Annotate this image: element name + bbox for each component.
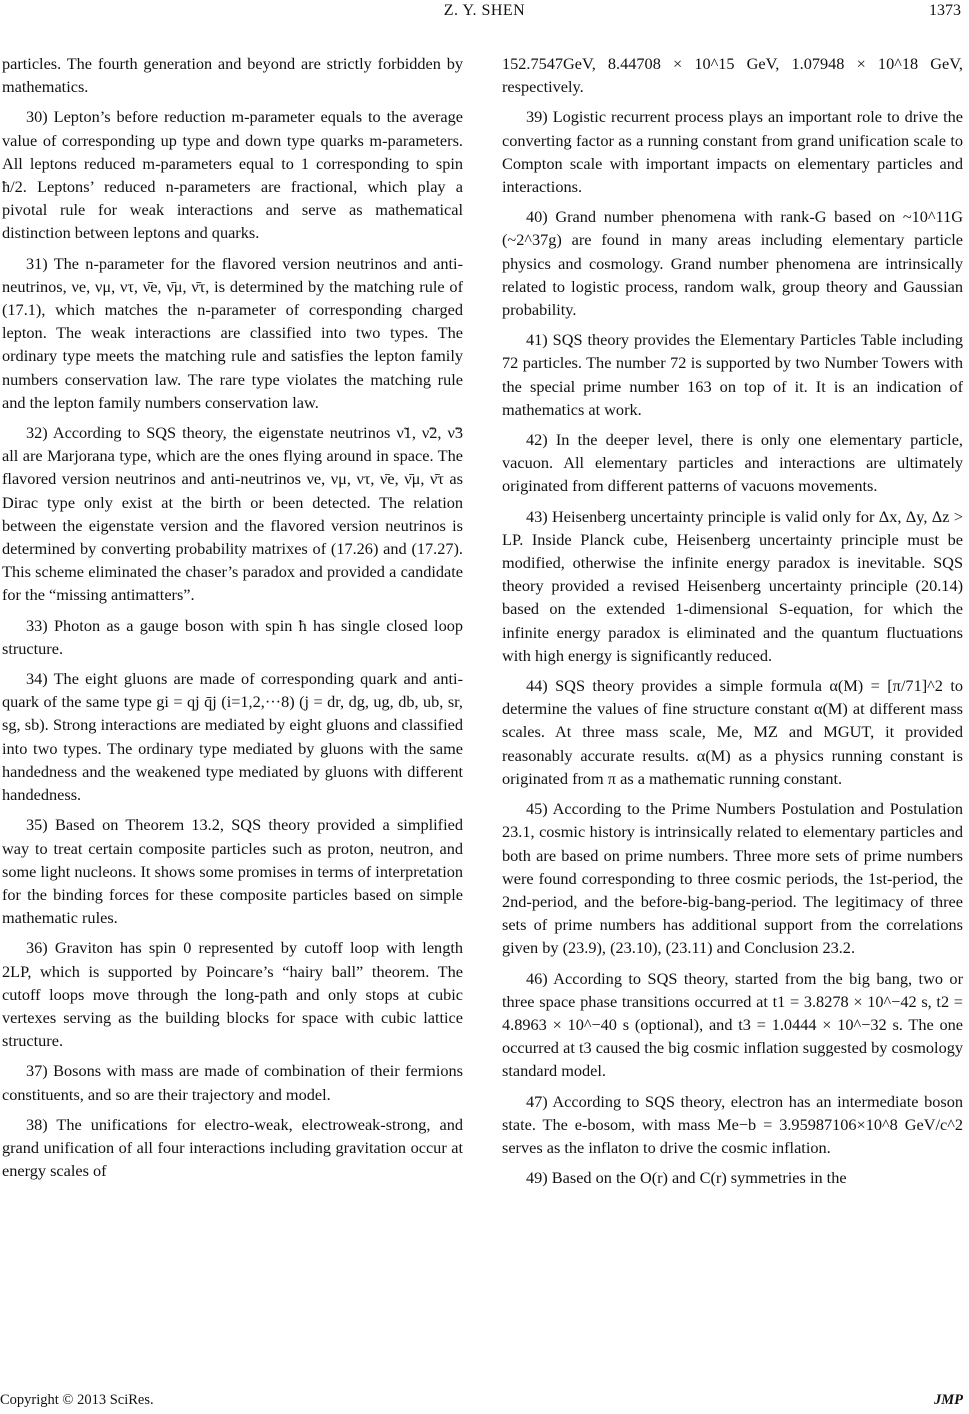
paragraph-34: 34) The eight gluons are made of corresponding quark and anti-quark of the same type gi = qj q̄j (i=1,2,···8) (j = dr, dg, ug, db, ub, sr, sg, sb). Strong interactions are mediated by eight gluons and classified into two types. The ordinary type mediated by gluons with the same handedness and the weakened type mediated by gluons with different handedness. <box>2 669 463 805</box>
paragraph-45: 45) According to the Prime Numbers Postulation and Postulation 23.1, cosmic history is intrinsically related to elementary particles and both are based on prime numbers. Three more sets of prime numbers were found corresponding to three cosmic periods, the 1st-period, the 2nd-period, and the before-big-bang-period. The legitimacy of three sets of prime numbers has additional support from the correlations given by (23.9), (23.10), (23.11) and Conclusion 23.2. <box>502 799 963 958</box>
paragraph-31: 31) The n-parameter for the flavored version neutrinos and anti-neutrinos, νe, νμ, ντ, ν̄e, ν̄μ, ν̄τ, is determined by the matching rule of (17.1), which matches the n-parameter of corresponding charged lepton. The weak interactions are classified into two types. The ordinary type meets the matching rule and satisfies the lepton family numbers conservation law. The rare type violates the matching rule and the lepton family numbers conservation law. <box>2 253 463 412</box>
paragraph-30: 30) Lepton’s before reduction m-parameter equals to the average value of corresponding up type and down type quarks m-parameters. All leptons reduced m-parameters equal to 1 corresponding to spin ħ/2. Leptons’ reduced n-parameters are fractional, which play a pivotal rule for weak interactions and serve as mathematical distinction between leptons and quarks. <box>2 107 463 243</box>
paragraph-46: 46) According to SQS theory, started from the big bang, two or three space phase transitions occurred at t1 = 3.8278 × 10^−42 s, t2 = 4.8963 × 10^−40 s (optional), and t3 = 1.0444 × 10^−32 s. The one occurred at t3 caused the big cosmic inflation suggested by cosmology standard model. <box>502 968 963 1081</box>
paragraph-32: 32) According to SQS theory, the eigenstate neutrinos ν̃1, ν̃2, ν̃3 all are Marjorana type, which are the ones flying around in space. The flavored version neutrinos and anti-neutrinos νe, νμ, ντ, ν̄e, ν̄μ, ν̄τ as Dirac type only exist at the birth or been detected. The relation between the eigenstate version and the flavored version neutrinos is determined by converting probability matrixes of (17.26) and (17.27). This scheme eliminated the chaser’s paradox and provided a candidate for the “missing antimatters”. <box>2 423 463 605</box>
paragraph-43: 43) Heisenberg uncertainty principle is valid only for Δx, Δy, Δz > LP. Inside Planck cube, Heisenberg uncertainty principle must be modified, otherwise the infinite energy paradox is inevitable. SQS theory provided a revised Heisenberg uncertainty principle (20.14) based on the extended 1-dimensional S-equation, for which the infinite energy paradox is eliminated and the quantum fluctuations with high energy is significantly reduced. <box>502 506 963 665</box>
page-number: 1373 <box>929 2 961 19</box>
paragraph-37: 37) Bosons with mass are made of combination of their fermions constituents, and so are their trajectory and model. <box>2 1061 463 1104</box>
copyright-notice: Copyright © 2013 SciRes. <box>0 1392 154 1408</box>
paragraph-39: 39) Logistic recurrent process plays an important role to drive the converting factor as a running constant from grand unification scale to Compton scale with important impacts on elementary particles and interactions. <box>502 107 963 197</box>
paragraph-42: 42) In the deeper level, there is only one elementary particle, vacuon. All elementary particles and interactions are ultimately originated from different patterns of vacuons movements. <box>502 430 963 496</box>
paragraph-35: 35) Based on Theorem 13.2, SQS theory provided a simplified way to treat certain composite particles such as proton, neutron, and some light nucleons. It shows some promises in terms of interpretation for the binding forces for these composite particles based on simple mathematic rules. <box>2 815 463 928</box>
paragraph-49: 49) Based on the O(r) and C(r) symmetries in the <box>526 1168 847 1188</box>
paragraph-38: 38) The unifications for electro-weak, electroweak-strong, and grand unification of all four interactions including gravitation occur at energy scales of <box>2 1114 463 1181</box>
running-header-author: Z. Y. SHEN <box>443 2 526 19</box>
paragraph-40: 40) Grand number phenomena with rank-G based on ~10^11G (~2^37g) are found in many areas including elementary particle physics and cosmology. Grand number phenomena are intrinsically related to logistic process, random walk, group theory and Gaussian probability. <box>502 207 963 320</box>
paragraph-36: 36) Graviton has spin 0 represented by cutoff loop with length 2LP, which is supported by Poincare’s “hairy ball” theorem. The cutoff loops move through the long-path and only stops at cubic vertexes serving as the building blocks for space with cubic lattice structure. <box>2 938 463 1051</box>
paragraph-44: 44) SQS theory provides a simple formula α(M) = [π/71]^2 to determine the values of fine structure constant α(M) at different mass scales. At three mass scale, Me, MZ and MGUT, it provided reasonably accurate results. α(M) as a physics running constant is originated from π as a mathematic running constant. <box>502 676 963 788</box>
paragraph-41: 41) SQS theory provides the Elementary Particles Table including 72 particles. The number 72 is supported by two Number Towers with the special prime number 163 on top of it. It is an indication of mathematics at work. <box>502 330 963 419</box>
paragraph-continuation: particles. The fourth generation and beyond are strictly forbidden by mathematics. <box>2 54 463 97</box>
left-column <box>2 52 463 1189</box>
paragraph-47: 47) According to SQS theory, electron has an intermediate boson state. The e-bosom, with mass Me−b = 3.95987106×10^8 GeV/c^2 serves as the inflaton to drive the cosmic inflation. <box>502 1091 963 1157</box>
right-column <box>502 52 963 1196</box>
paragraph-33: 33) Photon as a gauge boson with spin ħ has single closed loop structure. <box>2 615 463 658</box>
journal-abbreviation: JMP <box>934 1392 963 1408</box>
paragraph-38-continuation: 152.7547GeV, 8.44708 × 10^15 GeV, 1.07948 × 10^18 GeV, respectively. <box>502 54 963 97</box>
